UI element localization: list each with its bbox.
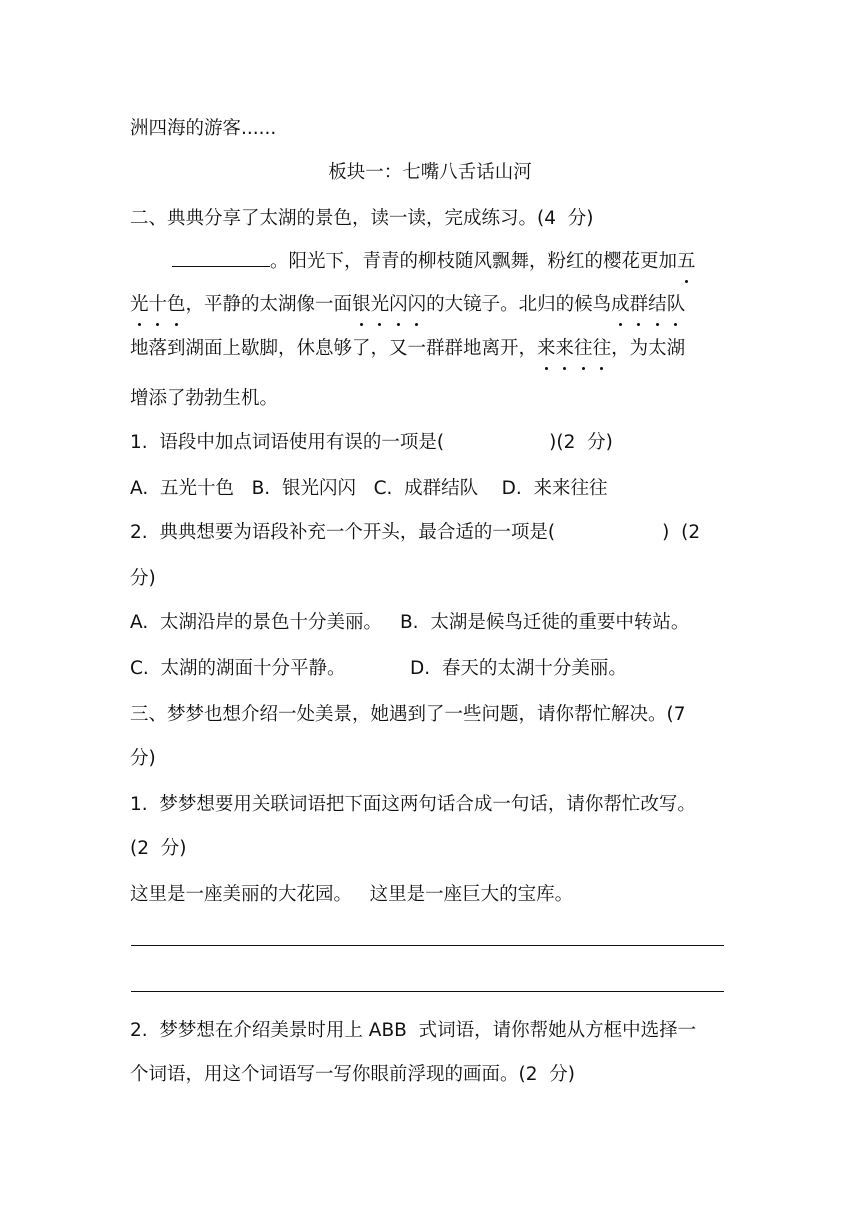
dotted-word-laolaiwangwang: 来来往往 [537,338,611,359]
question-3-1-score: (2 分) [130,838,187,859]
question-2-heading: 二、典典分享了太湖的景色，读一读，完成练习。(4 分) [130,208,594,229]
option-b[interactable]: B. 太湖是候鸟迁徙的重要中转站。 [399,612,690,633]
passage-text: ，为太湖 [611,338,686,359]
passage-continuation: 洲四海的游客...... [130,118,277,139]
question-3-1-stem: 1. 梦梦想要用关联词语把下面这两句话合成一句话，请你帮忙改写。 [130,794,696,815]
dotted-word: 五 [677,249,696,275]
question-2-1-options: A. 五光十色 B. 银光闪闪 C. 成群结队 D. 来来往往 [130,478,608,499]
question-3-heading: 三、梦梦也想介绍一处美景，她遇到了一些问题，请你帮忙解决。(7 [130,704,686,725]
question-3-1-sentences: 这里是一座美丽的大花园。 这里是一座巨大的宝库。 [130,884,574,905]
question-2-1-stem: 1. 语段中加点词语使用有误的一项是( )(2 分) [130,432,613,453]
passage-text: 。阳光下，青青的柳枝随风飘舞，粉红的樱花更加 [270,251,678,272]
question-3-2-stem-wrap: 个词语，用这个词语写一写你眼前浮现的画面。(2 分) [130,1064,575,1085]
question-2-2-wrap: 分) [130,568,156,589]
question-3-heading-wrap: 分) [130,748,156,769]
passage-line-1 [172,246,696,275]
dotted-word-chengqunjiedui: 成群结队 [611,294,685,315]
section-title: 板块一：七嘴八舌话山河 [328,162,532,183]
answer-line-2[interactable] [131,991,724,992]
passage-line-3 [130,336,685,362]
option-d[interactable]: D. 春天的太湖十分美丽。 [410,658,627,679]
passage-text: 地落到湖面上歇脚，休息够了，又一群群地离开， [130,338,538,359]
passage-text: 的大镜子。北归的候鸟 [426,294,612,315]
option-a[interactable]: A. 太湖沿岸的景色十分美丽。 [130,612,382,633]
passage-line-4: 增添了勃勃生机。 [130,388,279,409]
passage-text: ，平静的太湖像一面 [185,294,353,315]
question-2-2-options-row2 [130,656,627,682]
dotted-word-wuguangshise: 光十色 [130,294,186,315]
passage-line-2 [130,292,685,318]
answer-line-1[interactable] [131,945,724,946]
dotted-word-yinguangshanshan: 银光闪闪 [352,294,426,315]
question-2-2-options-row1 [130,610,689,636]
question-2-2-stem: 2. 典典想要为语段补充一个开头，最合适的一项是( ) (2 [130,522,701,543]
fill-blank[interactable] [172,246,270,267]
option-c[interactable]: C. 太湖的湖面十分平静。 [130,658,346,679]
question-3-2-stem: 2. 梦梦想在介绍美景时用上 ABB 式词语，请你帮她从方框中选择一 [130,1020,697,1041]
